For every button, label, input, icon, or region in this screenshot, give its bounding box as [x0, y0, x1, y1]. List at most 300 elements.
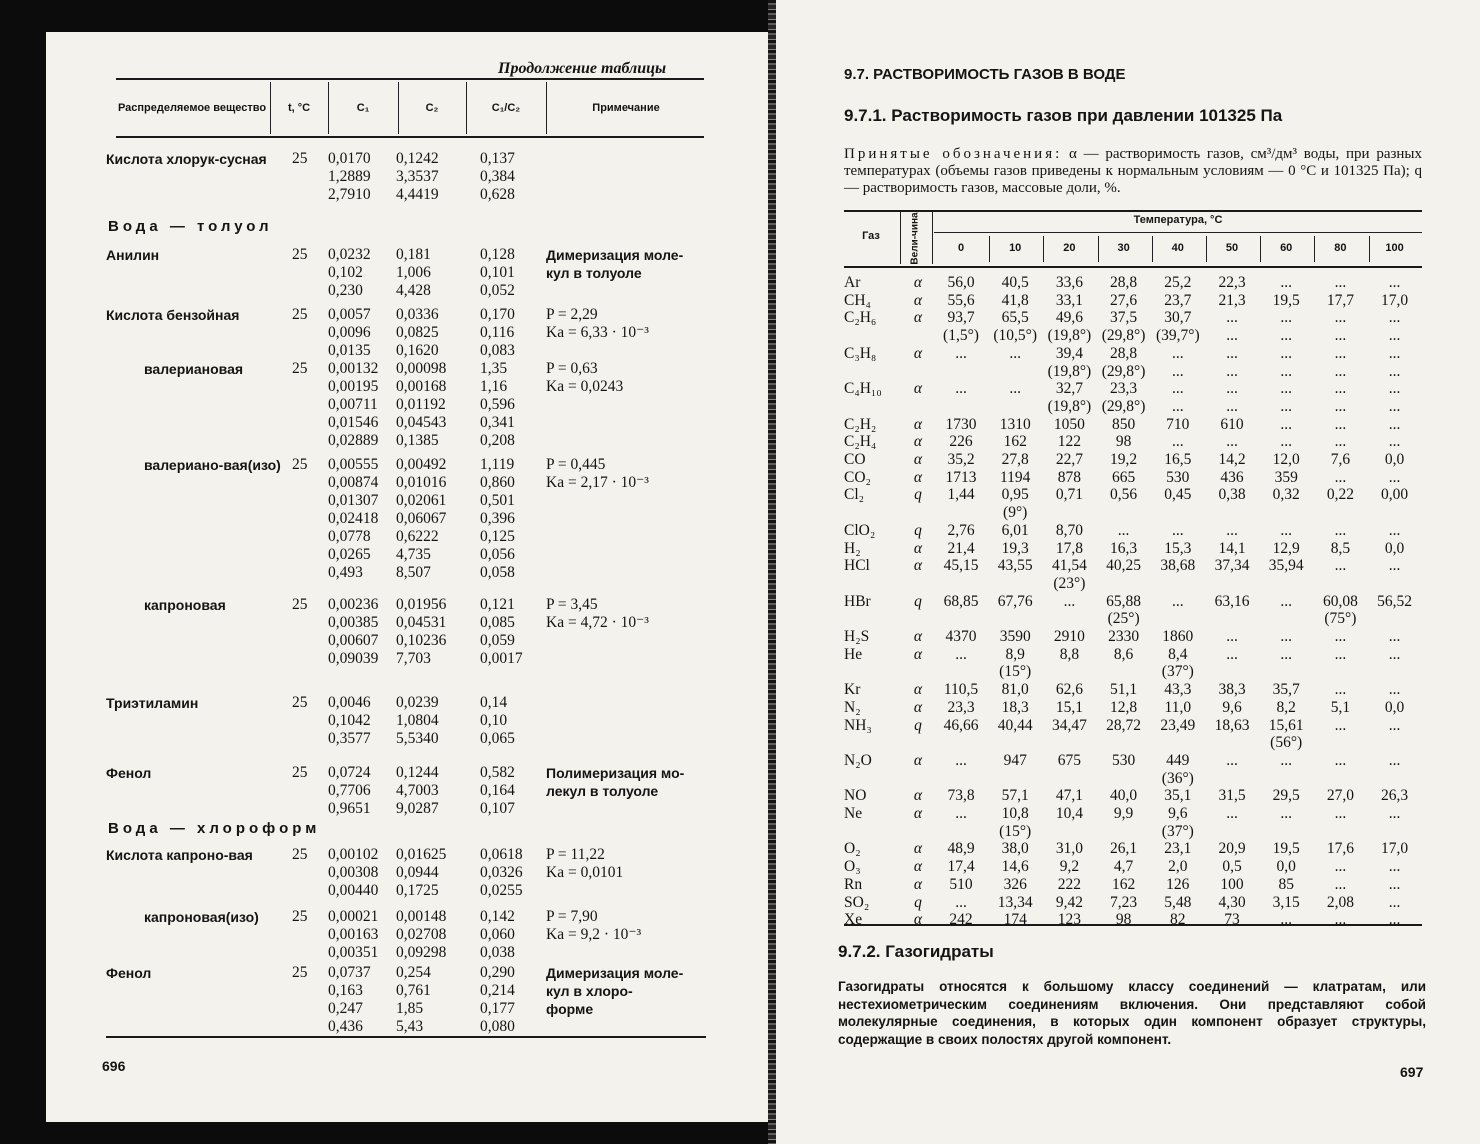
value-cell: ... [1388, 362, 1401, 380]
value-cell: 35,1 [1164, 787, 1192, 805]
c1-cell: 0,0724 [328, 764, 371, 781]
value-cell: 27,8 [1001, 451, 1029, 468]
header-temp-col: 60 [1280, 242, 1293, 254]
value-cell: ... [1388, 716, 1401, 734]
value-cell: ... [1388, 433, 1401, 451]
value-cell: 1310 [999, 415, 1031, 433]
temperature-cell: 25 [292, 456, 308, 473]
gas-cell: H₂ [844, 539, 861, 557]
gas-cell: NO [844, 787, 867, 805]
value-cell: 0,0 [1384, 539, 1405, 557]
substance-name: Анилин [106, 247, 160, 263]
value-cell: ... [1334, 805, 1347, 822]
ratio-cell: 0,059 [480, 632, 515, 649]
gas-cell: O₃ [844, 858, 861, 876]
value-cell: 35,94 [1268, 557, 1304, 575]
value-cell: ... [1388, 521, 1401, 539]
gas-cell: O₂ [844, 840, 861, 858]
value-cell: (15°) [999, 822, 1032, 840]
header-gas: Газ [862, 230, 880, 242]
note-cell: кул в толуоле [546, 265, 642, 281]
value-cell: 23,3 [947, 698, 975, 716]
value-cell: ... [1280, 805, 1292, 822]
value-cell: ... [1334, 716, 1347, 734]
value-cell: (29,8°) [1101, 327, 1146, 345]
value-cell: 9,6 [1222, 698, 1242, 716]
c1-cell: 0,0096 [328, 324, 371, 341]
value-cell: 12,9 [1272, 539, 1300, 557]
ratio-cell: 0,142 [480, 908, 515, 925]
value-cell: 43,3 [1164, 681, 1192, 699]
value-cell: ... [1388, 628, 1401, 645]
value-cell: 3590 [999, 628, 1031, 645]
note-cell: Kа = 4,72 · 10⁻³ [546, 614, 649, 631]
note-cell: Димеризация моле- [546, 247, 684, 263]
c1-cell: 0,230 [328, 282, 363, 299]
value-cell: 162 [1003, 433, 1027, 451]
c2-cell: 1,0804 [396, 712, 439, 729]
value-cell: ... [1388, 380, 1401, 398]
header-c1: C₁ [356, 102, 370, 114]
value-cell: 878 [1057, 468, 1082, 486]
note-cell: P = 2,29 [546, 306, 598, 323]
c1-cell: 0,0135 [328, 342, 371, 359]
note-cell: Kа = 6,33 · 10⁻³ [546, 324, 649, 341]
value-cell: (39,7°) [1155, 327, 1200, 345]
value-cell: 5,48 [1164, 893, 1192, 911]
value-cell: 1730 [945, 415, 977, 433]
quantity-cell: q [914, 592, 922, 610]
c1-cell: 0,00440 [328, 882, 379, 899]
c2-cell: 0,02708 [396, 926, 447, 943]
ratio-cell: 0,164 [480, 782, 515, 799]
value-cell: ... [955, 380, 967, 398]
c1-cell: 0,102 [328, 264, 363, 281]
value-cell: ... [1226, 645, 1238, 663]
value-cell: 17,0 [1381, 840, 1409, 858]
value-cell: ... [1226, 309, 1238, 327]
quantity-cell: α [913, 291, 923, 309]
c2-cell: 4,735 [396, 546, 431, 563]
header-temp-col: 20 [1063, 242, 1076, 254]
quantity-cell: α [913, 433, 923, 451]
c1-cell: 0,0232 [328, 246, 371, 263]
value-cell: ... [1226, 521, 1238, 539]
value-cell: ... [1334, 645, 1347, 663]
c1-cell: 0,01546 [328, 414, 379, 431]
rt-header-rule [844, 266, 1422, 268]
ratio-cell: 0,582 [480, 764, 515, 781]
c1-cell: 0,3577 [328, 730, 371, 747]
quantity-cell: α [913, 451, 923, 468]
c1-cell: 0,0778 [328, 528, 371, 545]
value-cell: ... [1388, 751, 1401, 769]
c1-cell: 0,7706 [328, 782, 371, 799]
value-cell: ... [1334, 327, 1347, 345]
value-cell: 40,5 [1001, 274, 1029, 291]
value-cell: 8,8 [1059, 645, 1080, 663]
value-cell: ... [1226, 344, 1238, 362]
value-cell: 23,1 [1164, 840, 1192, 858]
value-cell: 40,0 [1110, 787, 1138, 805]
value-cell: 4,30 [1218, 893, 1246, 911]
c1-cell: 0,01307 [328, 492, 379, 509]
ratio-cell: 0,628 [480, 186, 515, 203]
value-cell: 38,0 [1001, 840, 1029, 858]
value-cell: 947 [1003, 751, 1027, 769]
c2-cell: 0,10236 [396, 632, 447, 649]
value-cell: ... [1388, 344, 1401, 362]
value-cell: 23,7 [1164, 291, 1192, 309]
value-cell: 6,01 [1001, 521, 1029, 539]
c1-cell: 0,163 [328, 982, 363, 999]
value-cell: 18,3 [1001, 698, 1029, 716]
value-cell: 98 [1115, 911, 1132, 929]
value-cell: (29,8°) [1101, 397, 1146, 415]
c2-cell: 0,06067 [396, 510, 447, 527]
value-cell: (36°) [1161, 769, 1194, 787]
value-cell: 73,8 [947, 787, 975, 805]
value-cell: 67,76 [997, 592, 1033, 610]
value-cell: 65,5 [1001, 309, 1029, 327]
value-cell: 47,1 [1055, 787, 1083, 805]
ratio-cell: 0,065 [480, 730, 515, 747]
value-cell: 17,7 [1326, 291, 1354, 309]
ratio-cell: 0,101 [480, 264, 515, 281]
header-temp-col: 80 [1334, 242, 1347, 254]
value-cell: ... [1388, 875, 1401, 893]
value-cell: ... [1117, 521, 1130, 539]
value-cell: 28,8 [1110, 344, 1138, 362]
substance-name: валериано-вая(изо) [144, 457, 281, 473]
c2-cell: 0,0239 [396, 694, 439, 711]
ratio-cell: 0,14 [480, 694, 508, 711]
quantity-cell: α [913, 344, 923, 362]
gas-cell: CO₂ [844, 468, 871, 486]
value-cell: (19,8°) [1047, 362, 1092, 380]
value-cell: ... [1334, 521, 1347, 539]
value-cell: (15°) [999, 663, 1032, 681]
value-cell: ... [1334, 415, 1347, 433]
substance-name: капроновая(изо) [144, 909, 259, 925]
right-page [776, 0, 1480, 1144]
note-cell: P = 3,45 [546, 596, 598, 613]
c1-cell: 0,00385 [328, 614, 379, 631]
c2-cell: 0,254 [396, 964, 431, 981]
continuation-title: Продолжение таблицы [498, 60, 667, 77]
gas-cell: N₂ [844, 698, 861, 716]
value-cell: 14,6 [1001, 858, 1029, 876]
value-cell: ... [1388, 805, 1401, 822]
value-cell: (25°) [1107, 610, 1140, 628]
c1-cell: 0,09039 [328, 650, 379, 667]
value-cell: 1713 [945, 468, 977, 486]
quantity-cell: α [913, 911, 923, 929]
value-cell: ... [1280, 344, 1292, 362]
value-cell: ... [1334, 380, 1347, 398]
value-cell: 22,7 [1055, 451, 1083, 468]
note-cell: P = 11,22 [546, 846, 605, 863]
value-cell: 33,6 [1055, 274, 1083, 291]
c1-cell: 0,493 [328, 564, 363, 581]
value-cell: 40,44 [997, 716, 1033, 734]
c2-cell: 0,6222 [396, 528, 439, 545]
value-cell: ... [1334, 362, 1347, 380]
value-cell: 530 [1166, 468, 1190, 486]
temperature-cell: 25 [292, 694, 308, 711]
value-cell: 16,3 [1110, 539, 1138, 557]
value-cell: 8,70 [1055, 521, 1083, 539]
value-cell: ... [1171, 433, 1184, 451]
substance-name: Фенол [106, 965, 152, 981]
value-cell: 0,56 [1110, 486, 1138, 504]
temperature-cell: 25 [292, 150, 308, 167]
c2-cell: 0,01192 [396, 396, 446, 413]
value-cell: 25,2 [1164, 274, 1192, 291]
value-cell: ... [1280, 327, 1292, 345]
quantity-cell: α [913, 698, 923, 716]
value-cell: 34,47 [1051, 716, 1087, 734]
value-cell: 13,34 [997, 893, 1033, 911]
value-cell: ... [1280, 309, 1292, 327]
value-cell: ... [1171, 344, 1184, 362]
section-heading: Вода — хлороформ [108, 820, 321, 837]
value-cell: 2330 [1108, 628, 1140, 645]
note-cell: форме [546, 1001, 594, 1017]
header-quantity: Вели-чина [909, 211, 921, 265]
c2-cell: 0,1620 [396, 342, 439, 359]
value-cell: ... [1009, 344, 1021, 362]
c2-cell: 0,181 [396, 246, 431, 263]
value-cell: 1860 [1162, 628, 1194, 645]
quantity-cell: α [913, 787, 923, 805]
ratio-cell: 0,0326 [480, 864, 523, 881]
c1-cell: 0,00021 [328, 908, 379, 925]
ratio-cell: 0,396 [480, 510, 515, 527]
quantity-cell: q [914, 716, 922, 734]
value-cell: ... [1280, 397, 1292, 415]
value-cell: ... [1334, 309, 1347, 327]
ratio-cell: 0,0618 [480, 846, 523, 863]
c2-cell: 0,0944 [396, 864, 439, 881]
gas-cell: CH₄ [844, 291, 871, 309]
value-cell: 19,5 [1272, 840, 1300, 858]
value-cell: ... [1388, 911, 1401, 929]
value-cell: ... [1280, 433, 1292, 451]
c2-cell: 0,04543 [396, 414, 447, 431]
value-cell: 0,0 [1276, 858, 1296, 876]
value-cell: 12,8 [1110, 698, 1138, 716]
c2-cell: 0,1242 [396, 150, 439, 167]
c1-cell: 0,0265 [328, 546, 371, 563]
value-cell: 85 [1278, 875, 1294, 893]
subsection-title: 9.7.1. Растворимость газов при давлении 101325 Па [844, 106, 1283, 125]
ratio-cell: 1,119 [480, 456, 515, 473]
value-cell: ... [1280, 521, 1292, 539]
value-cell: ... [1280, 645, 1292, 663]
value-cell: 40,25 [1106, 557, 1142, 575]
value-cell: 9,42 [1055, 893, 1083, 911]
value-cell: 0,22 [1326, 486, 1354, 504]
ratio-cell: 0,341 [480, 414, 515, 431]
value-cell: 37,34 [1214, 557, 1250, 575]
quantity-cell: α [913, 751, 923, 769]
value-cell: ... [1334, 628, 1347, 645]
header-temp-col: 50 [1225, 242, 1239, 254]
value-cell: (75°) [1324, 610, 1357, 628]
note-cell: Димеризация моле- [546, 965, 684, 981]
gas-cell: Rn [844, 875, 863, 893]
value-cell: 98 [1115, 433, 1132, 451]
value-cell: ... [1280, 415, 1292, 433]
c1-cell: 0,1042 [328, 712, 371, 729]
page-number-left: 696 [102, 1058, 126, 1074]
gas-cell: H₂S [844, 628, 870, 645]
c2-cell: 0,1725 [396, 882, 439, 899]
ratio-cell: 0,056 [480, 546, 515, 563]
header-temp-col: 0 [957, 242, 965, 254]
value-cell: 46,66 [943, 716, 979, 734]
c2-cell: 0,00098 [396, 360, 447, 377]
value-cell: 850 [1111, 415, 1136, 433]
quantity-cell: α [913, 309, 923, 327]
value-cell: 35,2 [947, 451, 975, 468]
value-cell: 0,45 [1164, 486, 1192, 504]
quantity-cell: α [913, 539, 923, 557]
c1-cell: 0,00102 [328, 846, 379, 863]
value-cell: ... [1388, 468, 1401, 486]
value-cell: 110,5 [943, 681, 979, 699]
value-cell: 0,32 [1272, 486, 1300, 504]
c1-cell: 0,0170 [328, 150, 371, 167]
value-cell: ... [1334, 274, 1347, 291]
gas-cell: C₃H₈ [844, 344, 877, 362]
value-cell: 15,3 [1164, 539, 1192, 557]
quantity-cell: α [913, 875, 923, 893]
temperature-cell: 25 [292, 596, 308, 613]
value-cell: 21,4 [947, 539, 975, 557]
value-cell: 4370 [945, 628, 977, 645]
value-cell: ... [1388, 274, 1401, 291]
value-cell: ... [1388, 415, 1401, 433]
value-cell: 29,5 [1272, 787, 1300, 805]
value-cell: ... [1226, 327, 1238, 345]
value-cell: 9,9 [1113, 805, 1134, 822]
ratio-cell: 0,214 [480, 982, 515, 999]
value-cell: 8,5 [1330, 539, 1351, 557]
value-cell: 65,88 [1106, 592, 1142, 610]
ratio-cell: 1,16 [480, 378, 508, 395]
value-cell: 38,68 [1160, 557, 1196, 575]
c2-cell: 1,006 [396, 264, 431, 281]
ratio-cell: 0,10 [480, 712, 508, 729]
value-cell: 123 [1057, 911, 1082, 929]
gas-cell: Kr [844, 681, 861, 699]
value-cell: 174 [1003, 911, 1027, 929]
ratio-cell: 0,0017 [480, 650, 523, 667]
c2-cell: 0,1244 [396, 764, 439, 781]
ratio-cell: 0,107 [480, 800, 515, 817]
section-heading: Вода — толуол [108, 218, 273, 235]
value-cell: 530 [1111, 751, 1136, 769]
value-cell: ... [1334, 751, 1347, 769]
header-bottom-rule [116, 136, 704, 138]
value-cell: 0,71 [1055, 486, 1083, 504]
value-cell: ... [1226, 805, 1238, 822]
value-cell: 10,8 [1001, 805, 1029, 822]
quantity-cell: α [913, 681, 923, 699]
substance-name: валериановая [144, 361, 244, 377]
value-cell: 7,6 [1330, 451, 1351, 468]
c2-cell: 4,4419 [396, 186, 439, 203]
ratio-cell: 0,060 [480, 926, 515, 943]
header-temp-col: 10 [1009, 242, 1022, 254]
c1-cell: 0,436 [328, 1018, 363, 1035]
c2-cell: 0,02061 [396, 492, 447, 509]
value-cell: 17,0 [1381, 291, 1409, 309]
value-cell: 2,0 [1168, 858, 1188, 876]
value-cell: ... [955, 805, 967, 822]
gas-cell: SO₂ [844, 893, 870, 911]
c2-cell: 0,1385 [396, 432, 439, 449]
quantity-cell: α [913, 468, 923, 486]
value-cell: 19,2 [1110, 451, 1138, 468]
value-cell: 3,15 [1272, 893, 1300, 911]
c1-cell: 0,0057 [328, 306, 371, 323]
substance-name: Триэтиламин [106, 695, 199, 711]
value-cell: 7,23 [1110, 893, 1138, 911]
value-cell: 28,8 [1110, 274, 1138, 291]
section-title: 9.7. РАСТВОРИМОСТЬ ГАЗОВ В ВОДЕ [844, 66, 1126, 83]
c1-cell: 0,02889 [328, 432, 379, 449]
left-table-header [116, 80, 704, 136]
value-cell: 8,9 [1005, 645, 1025, 663]
value-cell: ... [1334, 858, 1347, 876]
value-cell: (56°) [1270, 734, 1303, 752]
value-cell: 665 [1111, 468, 1136, 486]
value-cell: 8,6 [1113, 645, 1134, 663]
temperature-cell: 25 [292, 360, 308, 377]
quantity-cell: α [913, 557, 923, 575]
gas-cell: CO [844, 451, 866, 468]
value-cell: 23,3 [1110, 380, 1138, 398]
ratio-cell: 0,501 [480, 492, 515, 509]
value-cell: ... [1226, 362, 1238, 380]
quantity-cell: α [913, 840, 923, 858]
header-temp-col: 100 [1385, 242, 1404, 254]
c1-cell: 0,00711 [328, 396, 378, 413]
temperature-cell: 25 [292, 764, 308, 781]
intro-paragraph [844, 146, 1422, 197]
value-cell: 0,0 [1384, 451, 1405, 468]
value-cell: 18,63 [1214, 716, 1250, 734]
substance-name: Фенол [106, 765, 152, 781]
temperature-cell: 25 [292, 306, 308, 323]
ratio-cell: 0,177 [480, 1000, 515, 1017]
value-cell: 8,2 [1276, 698, 1296, 716]
value-cell: ... [1388, 645, 1401, 663]
temperature-cell: 25 [292, 964, 308, 981]
value-cell: ... [1334, 557, 1347, 575]
c1-cell: 0,247 [328, 1000, 363, 1017]
value-cell: (19,8°) [1047, 327, 1092, 345]
value-cell: 19,3 [1001, 539, 1029, 557]
gas-cell: Ne [844, 805, 863, 822]
value-cell: 222 [1057, 875, 1082, 893]
value-cell: 60,08 [1322, 592, 1358, 610]
substance-name: капроновая [144, 597, 226, 613]
temperature-cell: 25 [292, 246, 308, 263]
